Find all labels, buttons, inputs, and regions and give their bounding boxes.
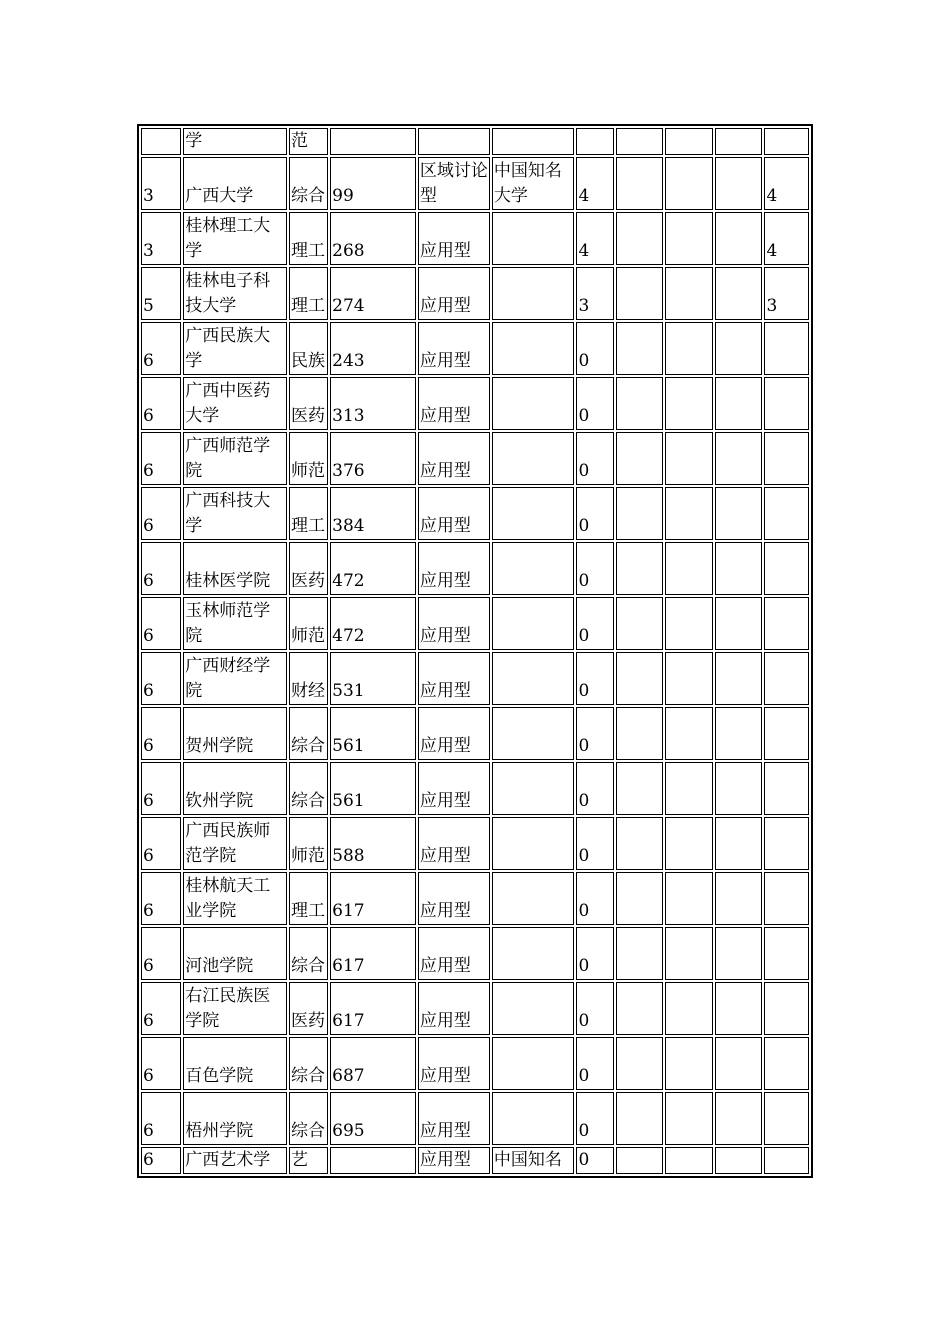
table-row xyxy=(141,212,809,265)
type-cell: 师范 xyxy=(289,432,328,485)
col8-cell xyxy=(616,707,664,760)
table-row xyxy=(141,542,809,595)
col8-cell xyxy=(616,1092,664,1145)
type-cell: 综合 xyxy=(289,707,328,760)
rank-cell: 3 xyxy=(141,157,181,210)
fame-cell: 中国知名 xyxy=(492,1147,575,1174)
col9-cell xyxy=(665,762,713,815)
col11-cell: 4 xyxy=(764,212,809,265)
col7-cell: 0 xyxy=(576,707,613,760)
table-row xyxy=(141,1092,809,1145)
col11-cell xyxy=(764,927,809,980)
name-cell: 广西科技大学 xyxy=(183,487,287,540)
category-cell xyxy=(418,128,490,155)
col8-cell xyxy=(616,652,664,705)
col11-cell xyxy=(764,762,809,815)
table-row xyxy=(141,927,809,980)
col9-cell xyxy=(665,707,713,760)
rank-cell: 6 xyxy=(141,597,181,650)
category-cell: 应用型 xyxy=(418,1092,490,1145)
rank-cell: 6 xyxy=(141,322,181,375)
col9-cell xyxy=(665,542,713,595)
col11-cell xyxy=(764,1147,809,1174)
table-row xyxy=(141,597,809,650)
col7-cell: 0 xyxy=(576,1092,613,1145)
table-row xyxy=(141,157,809,210)
col7-cell: 0 xyxy=(576,652,613,705)
table-row xyxy=(141,322,809,375)
type-cell: 医药 xyxy=(289,377,328,430)
col9-cell xyxy=(665,212,713,265)
col9-cell xyxy=(665,432,713,485)
name-cell: 桂林电子科技大学 xyxy=(183,267,287,320)
rank-cell xyxy=(141,128,181,155)
fame-cell xyxy=(492,707,575,760)
score-cell: 99 xyxy=(330,157,416,210)
col7-cell: 0 xyxy=(576,872,613,925)
name-cell: 广西民族师范学院 xyxy=(183,817,287,870)
table-row xyxy=(141,267,809,320)
col10-cell xyxy=(715,707,763,760)
score-cell: 274 xyxy=(330,267,416,320)
col7-cell: 0 xyxy=(576,432,613,485)
col7-cell: 4 xyxy=(576,157,613,210)
fame-cell xyxy=(492,872,575,925)
col7-cell: 0 xyxy=(576,322,613,375)
col11-cell xyxy=(764,1092,809,1145)
name-cell: 广西民族大学 xyxy=(183,322,287,375)
col8-cell xyxy=(616,128,664,155)
name-cell: 百色学院 xyxy=(183,1037,287,1090)
table-row xyxy=(141,1147,809,1174)
category-cell: 应用型 xyxy=(418,542,490,595)
score-cell xyxy=(330,1147,416,1174)
col10-cell xyxy=(715,872,763,925)
col9-cell xyxy=(665,652,713,705)
col7-cell: 0 xyxy=(576,982,613,1035)
fame-cell xyxy=(492,377,575,430)
rank-cell: 3 xyxy=(141,212,181,265)
name-cell: 广西中医药大学 xyxy=(183,377,287,430)
category-cell: 应用型 xyxy=(418,487,490,540)
col8-cell xyxy=(616,157,664,210)
name-cell: 右江民族医学院 xyxy=(183,982,287,1035)
category-cell: 应用型 xyxy=(418,1037,490,1090)
col9-cell xyxy=(665,597,713,650)
col10-cell xyxy=(715,128,763,155)
table-row xyxy=(141,377,809,430)
col11-cell xyxy=(764,652,809,705)
col8-cell xyxy=(616,817,664,870)
table-row xyxy=(141,707,809,760)
col11-cell xyxy=(764,872,809,925)
col9-cell xyxy=(665,157,713,210)
col7-cell: 0 xyxy=(576,542,613,595)
fame-cell xyxy=(492,1037,575,1090)
score-cell: 472 xyxy=(330,542,416,595)
score-cell: 376 xyxy=(330,432,416,485)
fame-cell xyxy=(492,487,575,540)
col9-cell xyxy=(665,487,713,540)
category-cell: 应用型 xyxy=(418,872,490,925)
col8-cell xyxy=(616,1147,664,1174)
col9-cell xyxy=(665,1037,713,1090)
fame-cell: 中国知名大学 xyxy=(492,157,575,210)
name-cell: 河池学院 xyxy=(183,927,287,980)
col10-cell xyxy=(715,762,763,815)
col9-cell xyxy=(665,1092,713,1145)
category-cell: 应用型 xyxy=(418,1147,490,1174)
table-row xyxy=(141,487,809,540)
score-cell: 617 xyxy=(330,982,416,1035)
name-cell: 贺州学院 xyxy=(183,707,287,760)
fame-cell xyxy=(492,927,575,980)
name-cell: 玉林师范学院 xyxy=(183,597,287,650)
col8-cell xyxy=(616,212,664,265)
score-cell: 617 xyxy=(330,872,416,925)
col8-cell xyxy=(616,762,664,815)
score-cell: 687 xyxy=(330,1037,416,1090)
score-cell: 472 xyxy=(330,597,416,650)
col10-cell xyxy=(715,322,763,375)
col11-cell xyxy=(764,432,809,485)
type-cell: 综合 xyxy=(289,157,328,210)
rank-cell: 6 xyxy=(141,982,181,1035)
col11-cell xyxy=(764,817,809,870)
category-cell: 应用型 xyxy=(418,597,490,650)
col10-cell xyxy=(715,597,763,650)
table-row xyxy=(141,982,809,1035)
rank-cell: 6 xyxy=(141,1092,181,1145)
category-cell: 应用型 xyxy=(418,432,490,485)
type-cell: 师范 xyxy=(289,597,328,650)
name-cell: 广西大学 xyxy=(183,157,287,210)
rank-cell: 6 xyxy=(141,652,181,705)
score-cell: 561 xyxy=(330,707,416,760)
rank-cell: 6 xyxy=(141,872,181,925)
col11-cell xyxy=(764,377,809,430)
category-cell: 应用型 xyxy=(418,377,490,430)
col8-cell xyxy=(616,267,664,320)
col8-cell xyxy=(616,597,664,650)
score-cell: 313 xyxy=(330,377,416,430)
type-cell: 医药 xyxy=(289,542,328,595)
col7-cell: 0 xyxy=(576,817,613,870)
col11-cell xyxy=(764,982,809,1035)
name-cell: 桂林医学院 xyxy=(183,542,287,595)
name-cell: 梧州学院 xyxy=(183,1092,287,1145)
score-cell xyxy=(330,128,416,155)
col10-cell xyxy=(715,377,763,430)
rank-cell: 6 xyxy=(141,377,181,430)
rank-cell: 6 xyxy=(141,927,181,980)
category-cell: 应用型 xyxy=(418,267,490,320)
type-cell: 医药 xyxy=(289,982,328,1035)
table-row xyxy=(141,652,809,705)
rank-cell: 6 xyxy=(141,1037,181,1090)
fame-cell xyxy=(492,1092,575,1145)
col8-cell xyxy=(616,872,664,925)
col11-cell xyxy=(764,487,809,540)
category-cell: 应用型 xyxy=(418,652,490,705)
col10-cell xyxy=(715,542,763,595)
fame-cell xyxy=(492,982,575,1035)
col7-cell: 0 xyxy=(576,927,613,980)
col10-cell xyxy=(715,212,763,265)
col8-cell xyxy=(616,982,664,1035)
col7-cell: 0 xyxy=(576,1037,613,1090)
type-cell: 综合 xyxy=(289,762,328,815)
col10-cell xyxy=(715,1092,763,1145)
table-row xyxy=(141,762,809,815)
fame-cell xyxy=(492,817,575,870)
col11-cell xyxy=(764,707,809,760)
rank-cell: 6 xyxy=(141,432,181,485)
col11-cell xyxy=(764,322,809,375)
col7-cell xyxy=(576,128,613,155)
type-cell: 理工 xyxy=(289,267,328,320)
col9-cell xyxy=(665,927,713,980)
name-cell: 广西财经学院 xyxy=(183,652,287,705)
col9-cell xyxy=(665,872,713,925)
category-cell: 应用型 xyxy=(418,927,490,980)
score-cell: 243 xyxy=(330,322,416,375)
score-cell: 695 xyxy=(330,1092,416,1145)
col9-cell xyxy=(665,322,713,375)
col9-cell xyxy=(665,377,713,430)
type-cell: 理工 xyxy=(289,487,328,540)
type-cell: 民族 xyxy=(289,322,328,375)
score-cell: 268 xyxy=(330,212,416,265)
col11-cell: 4 xyxy=(764,157,809,210)
fame-cell xyxy=(492,652,575,705)
col7-cell: 0 xyxy=(576,487,613,540)
type-cell: 综合 xyxy=(289,927,328,980)
score-cell: 617 xyxy=(330,927,416,980)
type-cell: 师范 xyxy=(289,817,328,870)
score-cell: 561 xyxy=(330,762,416,815)
col9-cell xyxy=(665,982,713,1035)
type-cell: 综合 xyxy=(289,1037,328,1090)
col8-cell xyxy=(616,432,664,485)
col11-cell: 3 xyxy=(764,267,809,320)
type-cell: 理工 xyxy=(289,872,328,925)
fame-cell xyxy=(492,432,575,485)
col7-cell: 0 xyxy=(576,1147,613,1174)
table-row xyxy=(141,432,809,485)
category-cell: 应用型 xyxy=(418,817,490,870)
col7-cell: 4 xyxy=(576,212,613,265)
fame-cell xyxy=(492,322,575,375)
col7-cell: 3 xyxy=(576,267,613,320)
col11-cell xyxy=(764,128,809,155)
fame-cell xyxy=(492,267,575,320)
col10-cell xyxy=(715,487,763,540)
category-cell: 应用型 xyxy=(418,982,490,1035)
rank-cell: 6 xyxy=(141,707,181,760)
fame-cell xyxy=(492,597,575,650)
col10-cell xyxy=(715,817,763,870)
col11-cell xyxy=(764,542,809,595)
type-cell: 范 xyxy=(289,128,328,155)
name-cell: 桂林理工大学 xyxy=(183,212,287,265)
rank-cell: 5 xyxy=(141,267,181,320)
col10-cell xyxy=(715,1147,763,1174)
name-cell: 学 xyxy=(183,128,287,155)
fame-cell xyxy=(492,542,575,595)
col10-cell xyxy=(715,267,763,320)
name-cell: 桂林航天工业学院 xyxy=(183,872,287,925)
col8-cell xyxy=(616,377,664,430)
type-cell: 艺 xyxy=(289,1147,328,1174)
fame-cell xyxy=(492,762,575,815)
col10-cell xyxy=(715,652,763,705)
category-cell: 区域讨论型 xyxy=(418,157,490,210)
col7-cell: 0 xyxy=(576,597,613,650)
col9-cell xyxy=(665,267,713,320)
col8-cell xyxy=(616,487,664,540)
rank-cell: 6 xyxy=(141,762,181,815)
type-cell: 理工 xyxy=(289,212,328,265)
category-cell: 应用型 xyxy=(418,707,490,760)
col11-cell xyxy=(764,1037,809,1090)
table-row xyxy=(141,1037,809,1090)
rank-cell: 6 xyxy=(141,1147,181,1174)
col8-cell xyxy=(616,1037,664,1090)
col10-cell xyxy=(715,157,763,210)
col9-cell xyxy=(665,128,713,155)
fame-cell xyxy=(492,212,575,265)
col7-cell: 0 xyxy=(576,377,613,430)
category-cell: 应用型 xyxy=(418,322,490,375)
col8-cell xyxy=(616,322,664,375)
col10-cell xyxy=(715,432,763,485)
university-ranking-table xyxy=(137,124,813,1178)
col8-cell xyxy=(616,542,664,595)
col10-cell xyxy=(715,1037,763,1090)
rank-cell: 6 xyxy=(141,817,181,870)
type-cell: 财经 xyxy=(289,652,328,705)
col8-cell xyxy=(616,927,664,980)
score-cell: 384 xyxy=(330,487,416,540)
table-row xyxy=(141,128,809,155)
name-cell: 钦州学院 xyxy=(183,762,287,815)
col10-cell xyxy=(715,927,763,980)
name-cell: 广西艺术学 xyxy=(183,1147,287,1174)
score-cell: 588 xyxy=(330,817,416,870)
col10-cell xyxy=(715,982,763,1035)
category-cell: 应用型 xyxy=(418,762,490,815)
table-row xyxy=(141,872,809,925)
col7-cell: 0 xyxy=(576,762,613,815)
fame-cell xyxy=(492,128,575,155)
col11-cell xyxy=(764,597,809,650)
category-cell: 应用型 xyxy=(418,212,490,265)
type-cell: 综合 xyxy=(289,1092,328,1145)
col9-cell xyxy=(665,817,713,870)
col9-cell xyxy=(665,1147,713,1174)
score-cell: 531 xyxy=(330,652,416,705)
table-row xyxy=(141,817,809,870)
rank-cell: 6 xyxy=(141,487,181,540)
rank-cell: 6 xyxy=(141,542,181,595)
name-cell: 广西师范学院 xyxy=(183,432,287,485)
